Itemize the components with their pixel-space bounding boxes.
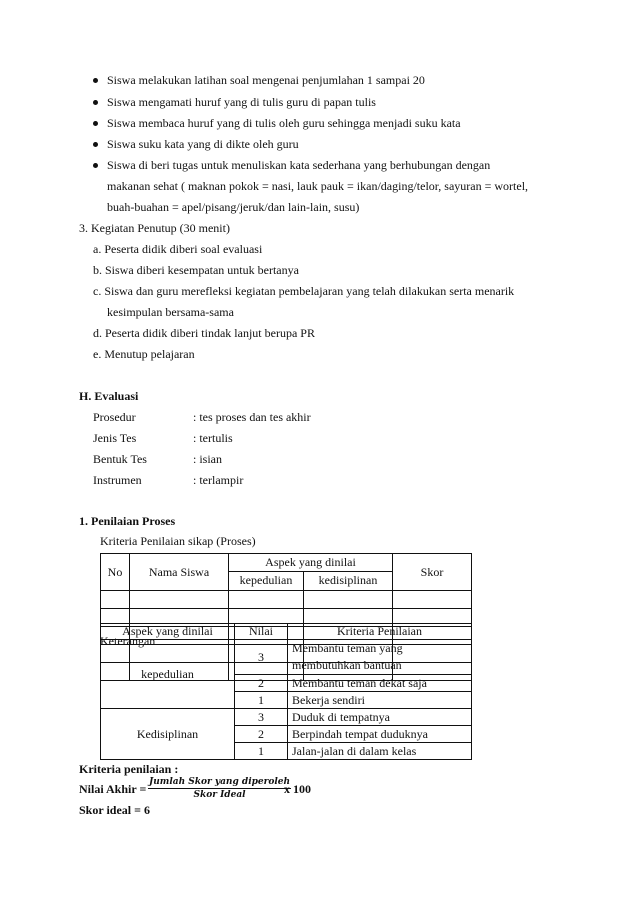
section-heading-penutup: 3. Kegiatan Penutup (30 menit)	[79, 221, 230, 235]
evaluasi-value: : tertulis	[193, 431, 233, 445]
nilai-cell: 2	[235, 675, 288, 692]
section-heading-penilaian: 1. Penilaian Proses	[79, 514, 176, 528]
col-header-kedisiplinan: kedisiplinan	[304, 571, 393, 590]
nilai-akhir-label: Nilai Akhir =	[79, 782, 147, 796]
kriteria-line: Membantu teman yang	[292, 641, 403, 655]
evaluasi-value: : tes proses dan tes akhir	[193, 410, 311, 424]
kriteria-cell: Membantu teman dekat saja	[288, 675, 472, 692]
bullet-item: Siswa mengamati huruf yang di tulis guru di papan tulis	[107, 95, 376, 109]
nilai-cell: 1	[235, 743, 288, 760]
col-header-aspek: Aspek yang dinilai	[101, 624, 235, 640]
col-header-kepedulian: kepedulian	[229, 571, 304, 590]
evaluasi-label: Bentuk Tes	[93, 452, 147, 466]
skor-ideal: Skor ideal = 6	[79, 803, 150, 817]
list-item-continuation: kesimpulan bersama-sama	[107, 305, 234, 319]
list-item: a. Peserta didik diberi soal evaluasi	[93, 242, 263, 256]
bullet-item: Siswa suku kata yang di dikte oleh guru	[107, 137, 299, 151]
kriteria-cell	[288, 640, 472, 675]
fraction-denominator: Skor Ideal	[193, 790, 246, 800]
nilai-cell: 3	[235, 709, 288, 726]
col-header-kriteria: Kriteria Penilaian	[288, 624, 472, 640]
table-row	[101, 709, 472, 726]
list-item: d. Peserta didik diberi tindak lanjut berupa PR	[93, 326, 315, 340]
nilai-cell: 2	[235, 726, 288, 743]
col-header-nilai: Nilai	[235, 624, 288, 640]
bullet-continuation: makanan sehat ( maknan pokok = nasi, lauk pauk = ikan/daging/telor, sayuran = wortel,	[107, 179, 529, 193]
aspek-cell: kepedulian	[101, 640, 235, 709]
col-header-nama: Nama Siswa	[130, 554, 229, 591]
keterangan-label: Keterangan	[100, 634, 156, 648]
multiplier: x 100	[284, 782, 311, 796]
list-item: b. Siswa diberi kesempatan untuk bertanya	[93, 263, 299, 277]
evaluasi-label: Jenis Tes	[93, 431, 137, 445]
bullet-item: Siswa melakukan latihan soal mengenai penjumlahan 1 sampai 20	[107, 73, 425, 87]
penilaian-subheading: Kriteria Penilaian sikap (Proses)	[100, 534, 256, 548]
list-item: c. Siswa dan guru merefleksi kegiatan pembelajaran yang telah dilakukan serta menarik	[93, 284, 515, 298]
table-row	[101, 591, 472, 609]
nilai-akhir-fraction	[148, 777, 291, 800]
evaluasi-value: : terlampir	[193, 473, 244, 487]
evaluasi-value: : isian	[193, 452, 222, 466]
kriteria-table	[100, 623, 472, 760]
section-heading-evaluasi: H. Evaluasi	[79, 389, 139, 403]
bullet-continuation: buah-buahan = apel/pisang/jeruk/dan lain-lain, susu)	[107, 200, 360, 214]
kriteria-cell: Berpindah tempat duduknya	[288, 726, 472, 743]
bullet-item: Siswa di beri tugas untuk menuliskan kata sederhana yang berhubungan dengan	[107, 158, 491, 172]
kriteria-line: membutuhkan bantuan	[292, 658, 402, 672]
list-item: e. Menutup pelajaran	[93, 347, 195, 361]
kriteria-cell: Duduk di tempatnya	[288, 709, 472, 726]
col-header-aspek: Aspek yang dinilai	[229, 554, 393, 572]
kriteria-heading: Kriteria penilaian :	[79, 762, 179, 776]
bullet-item: Siswa membaca huruf yang di tulis oleh guru sehingga menjadi suku kata	[107, 116, 461, 130]
aspek-cell: Kedisiplinan	[101, 709, 235, 760]
nilai-cell: 1	[235, 692, 288, 709]
table-row	[101, 640, 472, 675]
nilai-cell: 3	[235, 640, 288, 675]
col-header-no: No	[101, 554, 130, 591]
evaluasi-label: Prosedur	[93, 410, 136, 424]
kriteria-cell: Jalan-jalan di dalam kelas	[288, 743, 472, 760]
col-header-skor: Skor	[393, 554, 472, 591]
kriteria-cell: Bekerja sendiri	[288, 692, 472, 709]
fraction-numerator: Jumlah Skor yang diperoleh	[149, 777, 291, 787]
evaluasi-label: Instrumen	[93, 473, 142, 487]
